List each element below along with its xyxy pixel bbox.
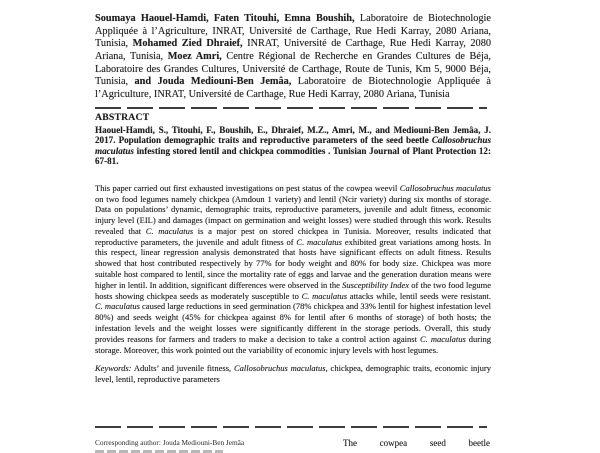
species-name-italic: C. maculatus <box>301 290 348 301</box>
author-name-2: Mohamed Zied Dhraief, <box>132 38 243 50</box>
keywords-text-1: Adults’ and juvenile fitness, <box>131 363 234 374</box>
paper-page <box>95 0 491 450</box>
citation-species-italic: Callosobruchus maculatus <box>95 135 491 156</box>
corresponding-author-text: Corresponding author: Jouda Mediouni-Ben Jemâa <box>95 438 245 447</box>
corresponding-author-note <box>95 438 244 453</box>
abstract-text: is a major pest on stored chickpea in Tunisia. Moreover, results indicated that reproductive parameters, the juvenile and adult fitness of <box>95 225 491 247</box>
affiliation-3: Centre Régional de Recherche en Grandes Cultures de Béja, Laboratoire des Grandes Cultures, Université de Carthage, Route de Tunis, Km 5, 9000 Béja, Tunisia, <box>95 50 491 88</box>
author-name-3: Moez Amri, <box>167 50 222 62</box>
keywords-block <box>95 363 491 385</box>
citation-block <box>95 125 491 167</box>
dashed-divider-top <box>95 107 487 109</box>
footer-row <box>95 438 491 453</box>
dashed-divider-bottom <box>95 426 487 428</box>
keywords-species-italic: Callosobruchus maculatus <box>234 363 326 374</box>
species-name-italic: C. maculatus <box>420 333 466 344</box>
abstract-text: caused large reductions in seed germination (78% chickpea and 33% lentil for highest infestation level 80%) and seeds weight (45% for chickpea against 8% for lentil after 6 months of storage) of both hosts; the infestation levels and the weight losses were significantly different in the storage periods. Overall, this study provides reasons for farmers and traders to make a decision to take a control action against <box>95 301 491 344</box>
species-name-italic: C. maculatus <box>145 225 194 236</box>
keywords-label: Keywords: <box>95 363 132 374</box>
keywords-text-2: , chickpea, demographic traits, economic injury level, lentil, reproductive parameters <box>95 363 492 385</box>
abstract-text: This paper carried out first exhausted investigations on pest status of the cowpea weevil <box>95 182 400 193</box>
introduction-first-line: The cowpea seed beetle <box>343 438 490 448</box>
affiliation-2: INRAT, Université de Carthage, Rue Hedi Karray, 2080 Ariana, Tunisia, <box>95 38 491 62</box>
author-names-1: Soumaya Haouel-Hamdi, Faten Titouhi, Emna Boushih, <box>95 13 355 24</box>
abstract-text: on two food legumes namely chickpea (Amdoun 1 variety) and lentil (Ncir variety) during six months of storage. Data on populations’ dynamic, demographic traits, reproductive parameters, juvenile and adult fitness, economic injury level (EIL) and damages (impact on germination and weight losses) were studied through this work. Results revealed that <box>95 193 491 236</box>
species-name-italic: C. maculatus <box>95 301 140 312</box>
species-name-italic: C. maculatus <box>296 236 342 247</box>
author-affiliation-block <box>95 13 491 102</box>
susceptibility-index-italic: Susceptibility Index <box>342 279 410 290</box>
abstract-text: of the two food legume hosts showing chickpea seeds as moderately susceptible to <box>95 279 492 301</box>
abstract-text: during storage. Moreover, this work pointed out the variability of economic injury levels with host legumes. <box>95 333 491 355</box>
page-footer <box>95 421 491 453</box>
abstract-body-paragraph <box>95 183 491 356</box>
species-name-italic: Callosobruchus maculatus <box>399 182 491 193</box>
abstract-text: exhibited great variations among hosts. In this respect, linear regression analysis demonstrated that hosts have significant effects on adult fitness. Results showed that host contributed respectively by 77% for body weight and 80% for body size. Chickpea was more suitable host compared to lentil, since the mortality rate of eggs and larvae and the generation duration means were higher in lentil. In addition, significant differences were observed in the <box>95 236 491 290</box>
author-name-4: and Jouda Mediouni-Ben Jemâa, <box>134 76 292 88</box>
citation-text-1: Haouel-Hamdi, S., Titouhi, F., Boushih, E., Dhraief, M.Z., Amri, M., and Mediouni-Ben Jemâa, J. 2017. Population demographic traits and reproductive parameters of the seed beetle <box>95 124 491 146</box>
affiliation-4: Laboratoire de Biotechnologie Appliquée à l’Agriculture, INRAT, Université de Carthage, Rue Hedi Karray, 2080 Ariana, Tunisia <box>95 76 491 100</box>
abstract-heading: ABSTRACT <box>95 111 150 123</box>
citation-text-2: infesting stored lentil and chickpea commodities . Tunisian Journal of Plant Protection 12: 67-81. <box>95 145 491 167</box>
abstract-text: attacks while, lentil seeds were resistant. <box>347 290 491 301</box>
affiliation-1: Laboratoire de Biotechnologie Appliquée à l’Agriculture, INRAT, Université de Carthage, Rue Hedi Karray, 2080 Ariana, Tunisia, <box>95 13 491 50</box>
